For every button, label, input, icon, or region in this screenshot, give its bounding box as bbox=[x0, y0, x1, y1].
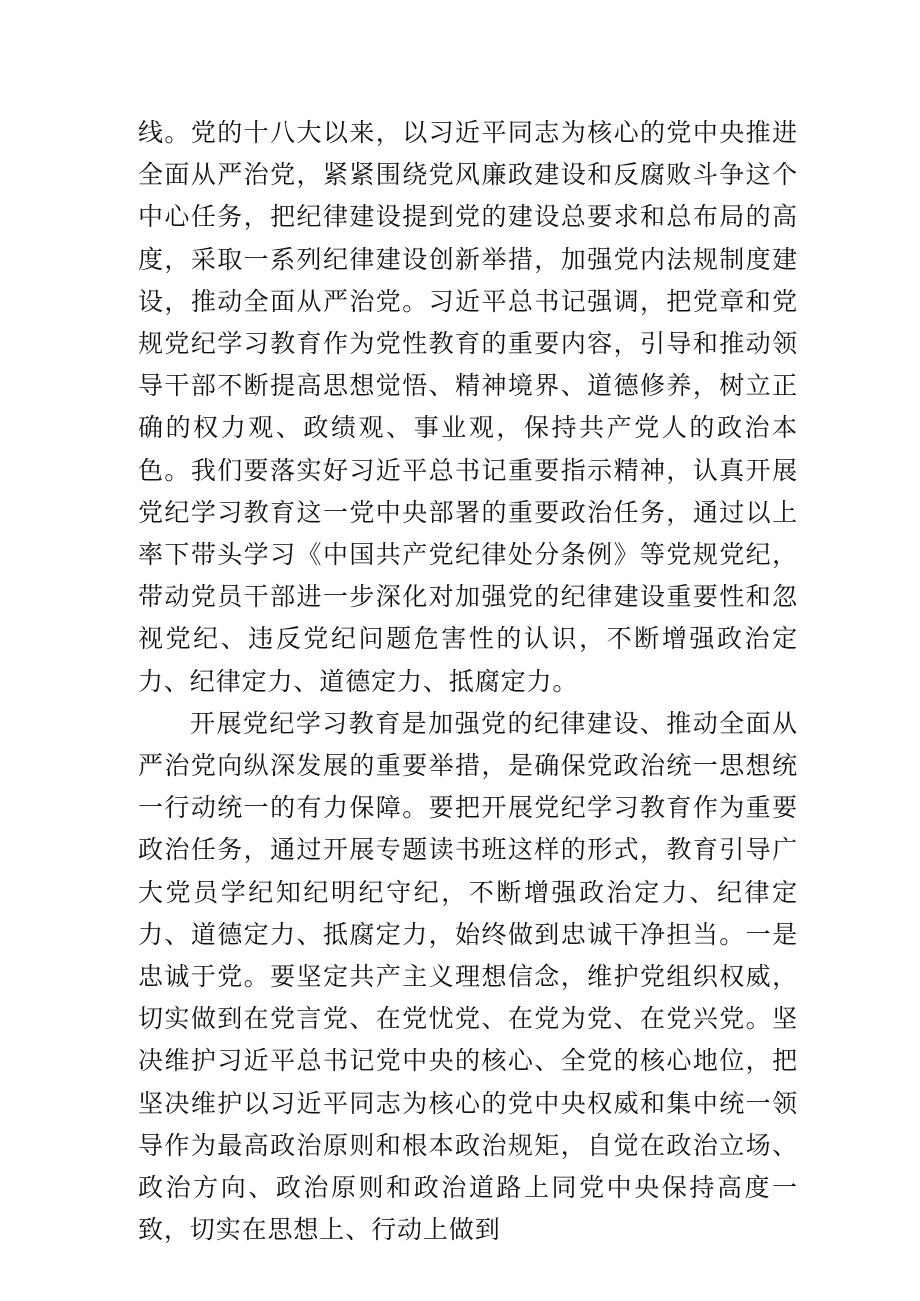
paragraph-2: 开展党纪学习教育是加强党的纪律建设、推动全面从严治党向纵深发展的重要举措，是确保党政治统一思想统一行动统一的有力保障。要把开展党纪学习教育作为重要政治任务，通过开展专题读书班这样的形式，教育引导广大党员学纪知纪明纪守纪，不断增强政治定力、纪律定力、道德定力、抵腐定力，始终做到忠诚干净担当。一是忠诚于党。要坚定共产主义理想信念，维护党组织权威，切实做到在党言党、在党忧党、在党为党、在党兴党。坚决维护习近平总书记党中央的核心、全党的核心地位，把坚决维护以习近平同志为核心的党中央权威和集中统一领导作为最高政治原则和根本政治规矩，自觉在政治立场、政治方向、政治原则和政治道路上同党中央保持高度一致，切实在思想上、行动上做到 bbox=[138, 708, 798, 1245]
body-text bbox=[138, 112, 798, 1251]
paragraph-1: 线。党的十八大以来，以习近平同志为核心的党中央推进全面从严治党，紧紧围绕党风廉政建设和反腐败斗争这个中心任务，把纪律建设提到党的建设总要求和总布局的高度，采取一系列纪律建设创新举措，加强党内法规制度建设，推动全面从严治党。习近平总书记强调，把党章和党规党纪学习教育作为党性教育的重要内容，引导和推动领导干部不断提高思想觉悟、精神境界、道德修养，树立正确的权力观、政绩观、事业观，保持共产党人的政治本色。我们要落实好习近平总书记重要指示精神，认真开展党纪学习教育这一党中央部署的重要政治任务，通过以上率下带头学习《中国共产党纪律处分条例》等党规党纪，带动党员干部进一步深化对加强党的纪律建设重要性和忽视党纪、违反党纪问题危害性的认识，不断增强政治定力、纪律定力、道德定力、抵腐定力。 bbox=[138, 118, 798, 696]
